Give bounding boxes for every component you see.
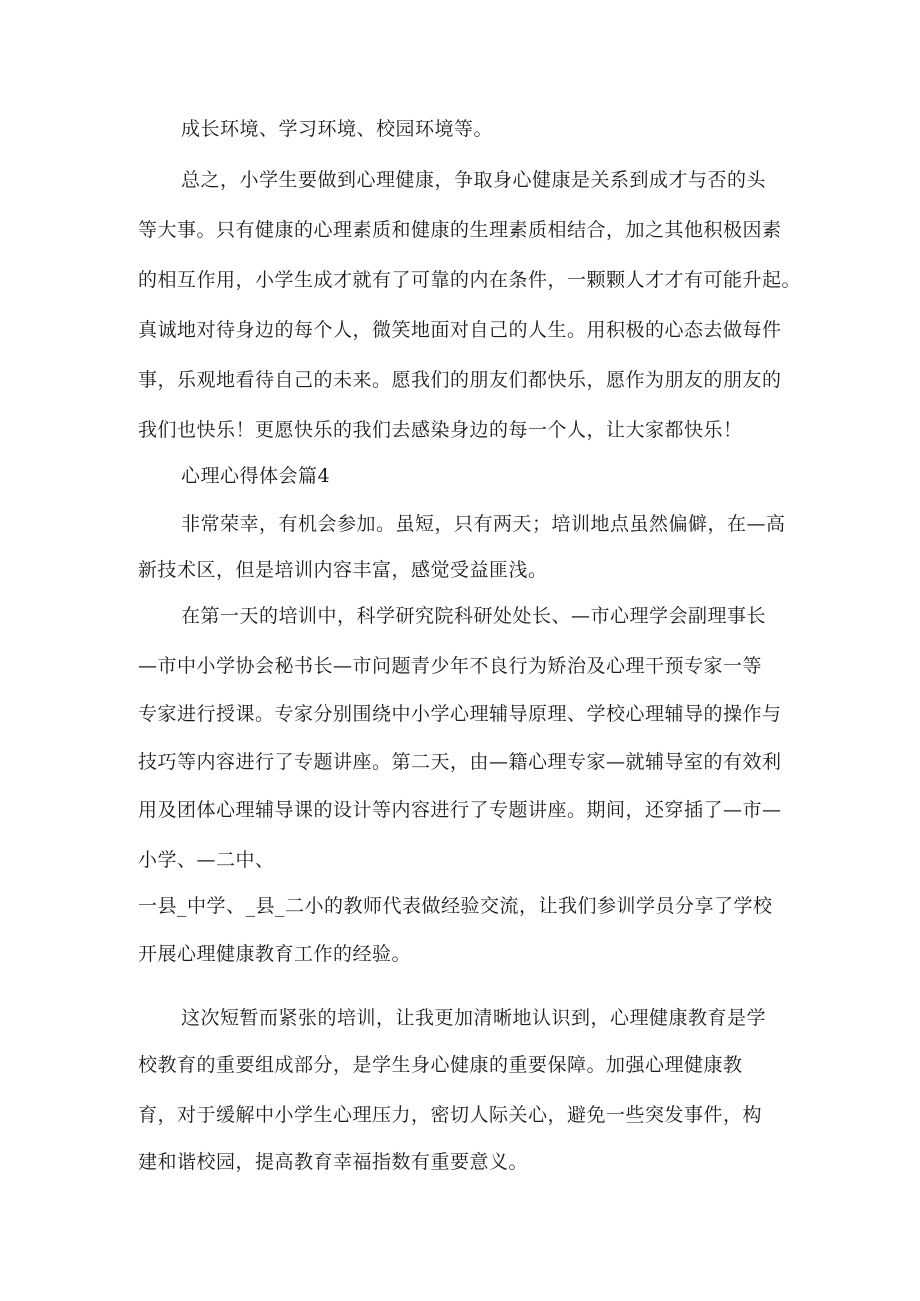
paragraph-line: 等大事。只有健康的心理素质和健康的生理素质相结合，加之其他积极因素 <box>138 219 782 241</box>
paragraph-line: 我们也快乐！更愿快乐的我们去感染身边的每一个人，让大家都快乐！ <box>138 419 743 441</box>
paragraph-line: —市中小学协会秘书长—市问题青少年不良行为矫治及心理干预专家一等 <box>138 655 763 677</box>
paragraph-line: 小学、—二中、 <box>138 849 275 871</box>
paragraph-line: 建和谐校园，提高教育幸福指数有重要意义。 <box>138 1151 529 1173</box>
paragraph-line: 事，乐观地看待自己的未来。愿我们的朋友们都快乐，愿作为朋友的朋友的 <box>138 369 782 391</box>
paragraph-line: 的相互作用，小学生成才就有了可靠的内在条件，一颗颗人才才有可能升起。 <box>138 269 802 291</box>
paragraph-line: 开展心理健康教育工作的经验。 <box>138 943 412 965</box>
paragraph-line: 新技术区，但是培训内容丰富，感觉受益匪浅。 <box>138 559 548 581</box>
paragraph-line: 非常荣幸，有机会参加。虽短，只有两天；培训地点虽然偏僻，在—高 <box>181 513 786 535</box>
paragraph-line: 在第一天的培训中，科学研究院科研处处长、—市心理学会副理事长 <box>181 605 767 627</box>
paragraph-line: 专家进行授课。专家分别围绕中小学心理辅导原理、学校心理辅导的操作与 <box>138 703 782 725</box>
paragraph-line: 总之，小学生要做到心理健康，争取身心健康是关系到成才与否的头 <box>181 169 767 191</box>
paragraph-line: 真诚地对待身边的每个人，微笑地面对自己的人生。用积极的心态去做每件 <box>138 319 782 341</box>
section-heading: 心理心得体会篇4 <box>181 465 331 487</box>
paragraph-line: 技巧等内容进行了专题讲座。第二天，由—籍心理专家—就辅导室的有效利 <box>138 751 782 773</box>
paragraph-line: 校教育的重要组成部分，是学生身心健康的重要保障。加强心理健康教 <box>138 1054 743 1076</box>
paragraph-line: 用及团体心理辅导课的设计等内容进行了专题讲座。期间，还穿插了—市— <box>138 799 782 821</box>
paragraph-line: 这次短暂而紧张的培训，让我更加清晰地认识到，心理健康教育是学 <box>181 1007 767 1029</box>
paragraph-line: 一县_中学、_县_二小的教师代表做经验交流，让我们参训学员分享了学校 <box>138 895 773 917</box>
paragraph-line: 成长环境、学习环境、校园环境等。 <box>181 118 494 140</box>
paragraph-line: 育，对于缓解中小学生心理压力，密切人际关心，避免一些突发事件，构 <box>138 1104 763 1126</box>
